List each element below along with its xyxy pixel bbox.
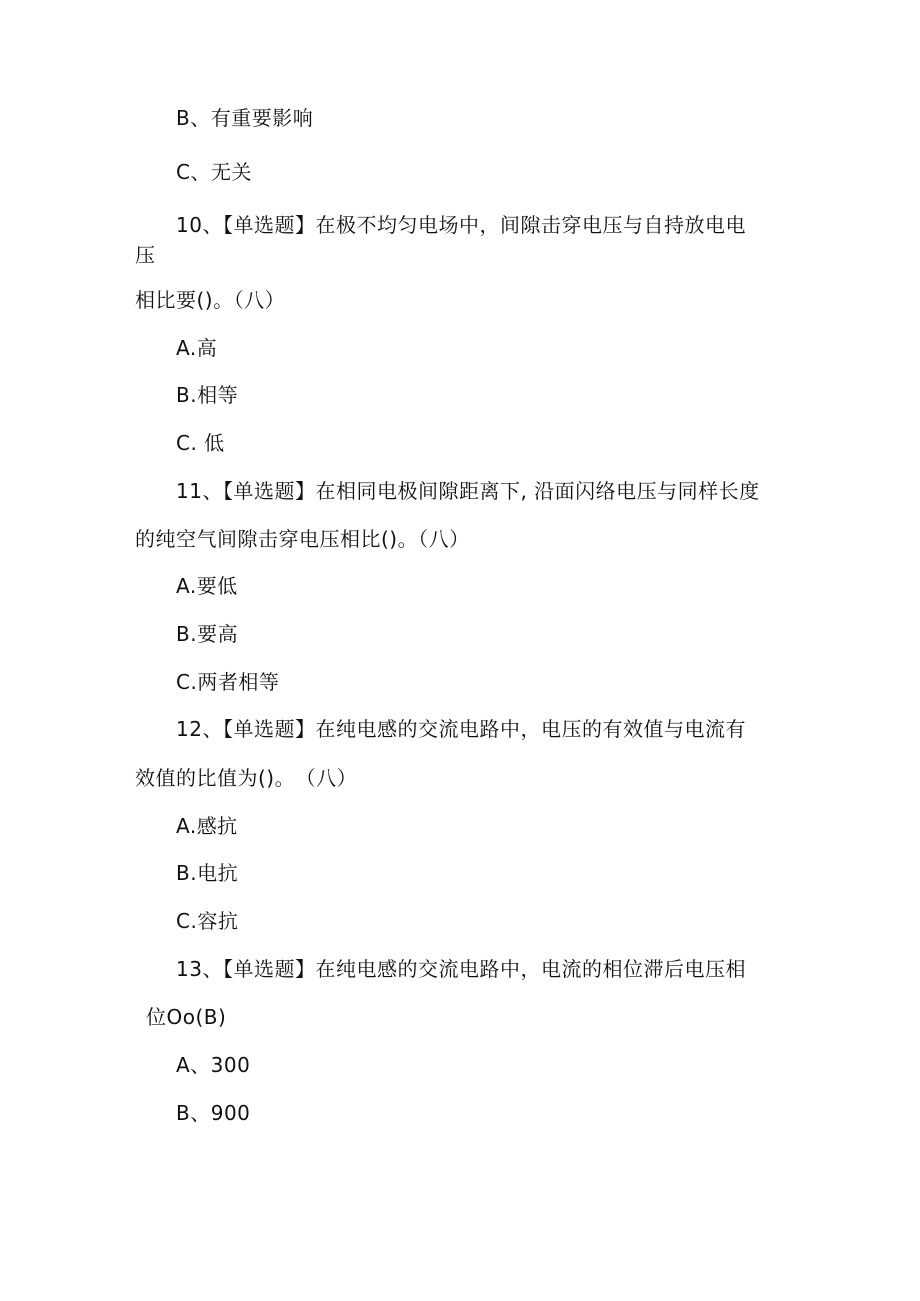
q13-option-a: A、300 bbox=[176, 1053, 251, 1077]
q10-stem-line3: 相比要()。（八） bbox=[135, 288, 286, 312]
q10-stem-line1: 10、【单选题】在极不均匀电场中，间隙击穿电压与自持放电电 bbox=[176, 213, 746, 237]
q9-option-b: B、有重要影响 bbox=[176, 106, 314, 130]
q11-stem-line2: 的纯空气间隙击穿电压相比()。（八） bbox=[135, 527, 470, 551]
q9-option-c: C、无关 bbox=[176, 160, 252, 184]
q12-stem-line1: 12、【单选题】在纯电感的交流电路中，电压的有效值与电流有 bbox=[176, 717, 746, 741]
q13-stem-line1: 13、【单选题】在纯电感的交流电路中，电流的相位滞后电压相 bbox=[176, 957, 746, 981]
q11-option-b: B.要高 bbox=[176, 622, 239, 646]
q10-option-b: B.相等 bbox=[176, 383, 239, 407]
q12-option-b: B.电抗 bbox=[176, 861, 239, 885]
q12-option-c: C.容抗 bbox=[176, 909, 239, 933]
q11-stem-line1: 11、【单选题】在相同电极间隙距离下, 沿面闪络电压与同样长度 bbox=[176, 479, 760, 503]
q10-option-a: A.高 bbox=[176, 336, 218, 360]
q10-option-c: C. 低 bbox=[176, 431, 225, 455]
q11-option-c: C.两者相等 bbox=[176, 670, 280, 694]
q13-stem-line2: 位Oo(B) bbox=[146, 1005, 227, 1029]
q12-stem-line2: 效值的比值为()。 （八） bbox=[135, 766, 358, 790]
q11-option-a: A.要低 bbox=[176, 574, 238, 598]
q12-option-a: A.感抗 bbox=[176, 814, 238, 838]
q13-option-b: B、900 bbox=[176, 1101, 251, 1125]
q10-stem-line2: 压 bbox=[135, 243, 156, 267]
